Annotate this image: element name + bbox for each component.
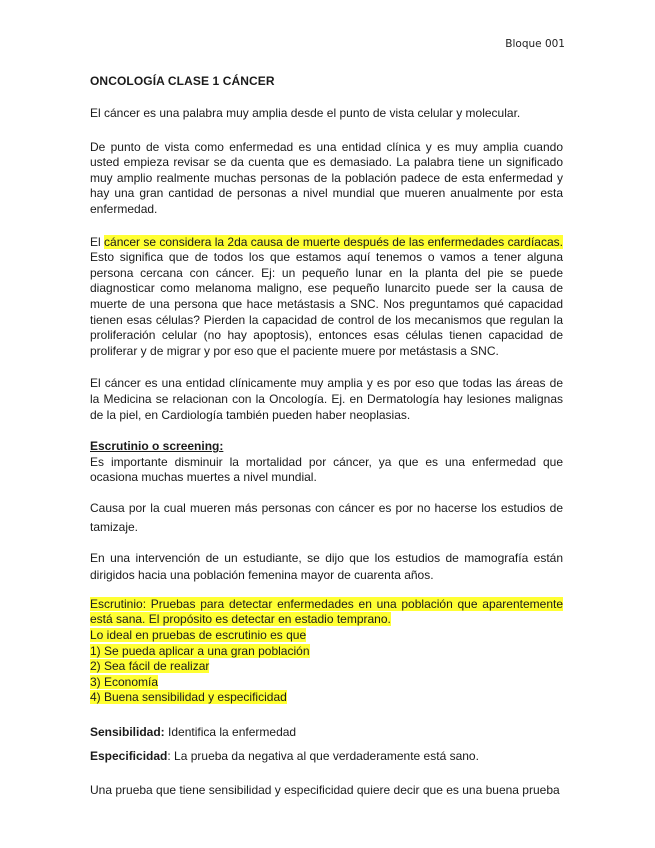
specificity-text: : La prueba da negativa al que verdaderamente está sano.	[167, 749, 479, 764]
definition-paragraph: De punto de vista como enfermedad es una entidad clínica y es muy amplia cuando usted empieza revisar se da cuenta que es demasiado. La palabra tiene un significado muy amplio realmente muchas personas de la población padece de esta enfermedad y hay una gran cantidad de personas a nivel mundial que mueren anualmente por esta enfermedad.	[90, 139, 563, 216]
sensitivity-definition	[90, 723, 563, 741]
ideal-intro-text: Lo ideal en pruebas de escrutinio es que	[90, 628, 307, 643]
intro-paragraph: El cáncer es una palabra muy amplia desde el punto de vista celular y molecular.	[90, 106, 521, 120]
screening-paragraph-3: En una intervención de un estudiante, se dijo que los estudios de mamografía están dirigidos hacia una población femenina mayor de cuarenta años.	[90, 550, 563, 582]
second-cause-rest: Esto significa que de todos los que estamos aquí tenemos o vamos a tener alguna persona cercana con cáncer. Ej: un pequeño lunar en la planta del pie se puede diagnosticar como melanoma maligno, ese pequeño lunarcito puede ser la causa de muerte de una persona que hace metástasis a SNC. Nos preguntamos qué capacidad tienen esas células? Pierden la capacidad de control de los mecanismos que regulan la proliferación celular (no hay apoptosis), entonces esas células tienen capacidad de proliferar y de migrar y por eso que el paciente muere por metástasis a SNC.	[90, 250, 563, 358]
document-body	[90, 74, 563, 799]
specificity-definition	[90, 747, 563, 765]
screening-paragraph-1: Es importante disminuir la mortalidad por cáncer, ya que es una enfermedad que ocasiona muchas muertes a nivel mundial.	[90, 454, 563, 485]
block-label: Bloque 001	[505, 38, 565, 50]
ideal-item-4: 4) Buena sensibilidad y especificidad	[90, 690, 287, 705]
screening-paragraph-2: Causa por la cual mueren más personas con cáncer es por no hacerse los estudios de tamizaje.	[90, 500, 563, 534]
ideal-intro	[90, 628, 563, 644]
sensitivity-text: Identifica la enfermedad	[164, 725, 297, 740]
specificity-label: Especificidad	[90, 749, 168, 764]
screening-heading: Escrutinio o screening:	[90, 439, 224, 454]
second-cause-lead: El	[90, 234, 105, 249]
sensitivity-label: Sensibilidad:	[90, 725, 165, 740]
second-cause-paragraph	[90, 235, 563, 360]
page-title: ONCOLOGÍA CLASE 1 CÁNCER	[90, 74, 275, 88]
screening-definition	[90, 597, 563, 628]
final-paragraph: Una prueba que tiene sensibilidad y especificidad quiere decir que es una buena prueba	[90, 783, 560, 798]
areas-paragraph: El cáncer es una entidad clínicamente muy amplia y es por eso que todas las áreas de la Medicina se relacionan con la Oncología. Ej. en Dermatología hay lesiones malignas de la piel, en Cardiología también pueden haber neoplasias.	[90, 376, 563, 422]
screening-definition-text: Escrutinio: Pruebas para detectar enfermedades en una población que aparentemente está sana. El propósito es detectar en estadio temprano.	[90, 596, 563, 627]
second-cause-highlight: cáncer se considera la 2da causa de muerte después de las enfermedades cardíacas.	[104, 234, 563, 249]
ideal-item-1: 1) Se pueda aplicar a una gran población	[90, 643, 310, 658]
ideal-item-3: 3) Economía	[90, 674, 159, 689]
ideal-item-2: 2) Sea fácil de realizar	[90, 659, 210, 674]
